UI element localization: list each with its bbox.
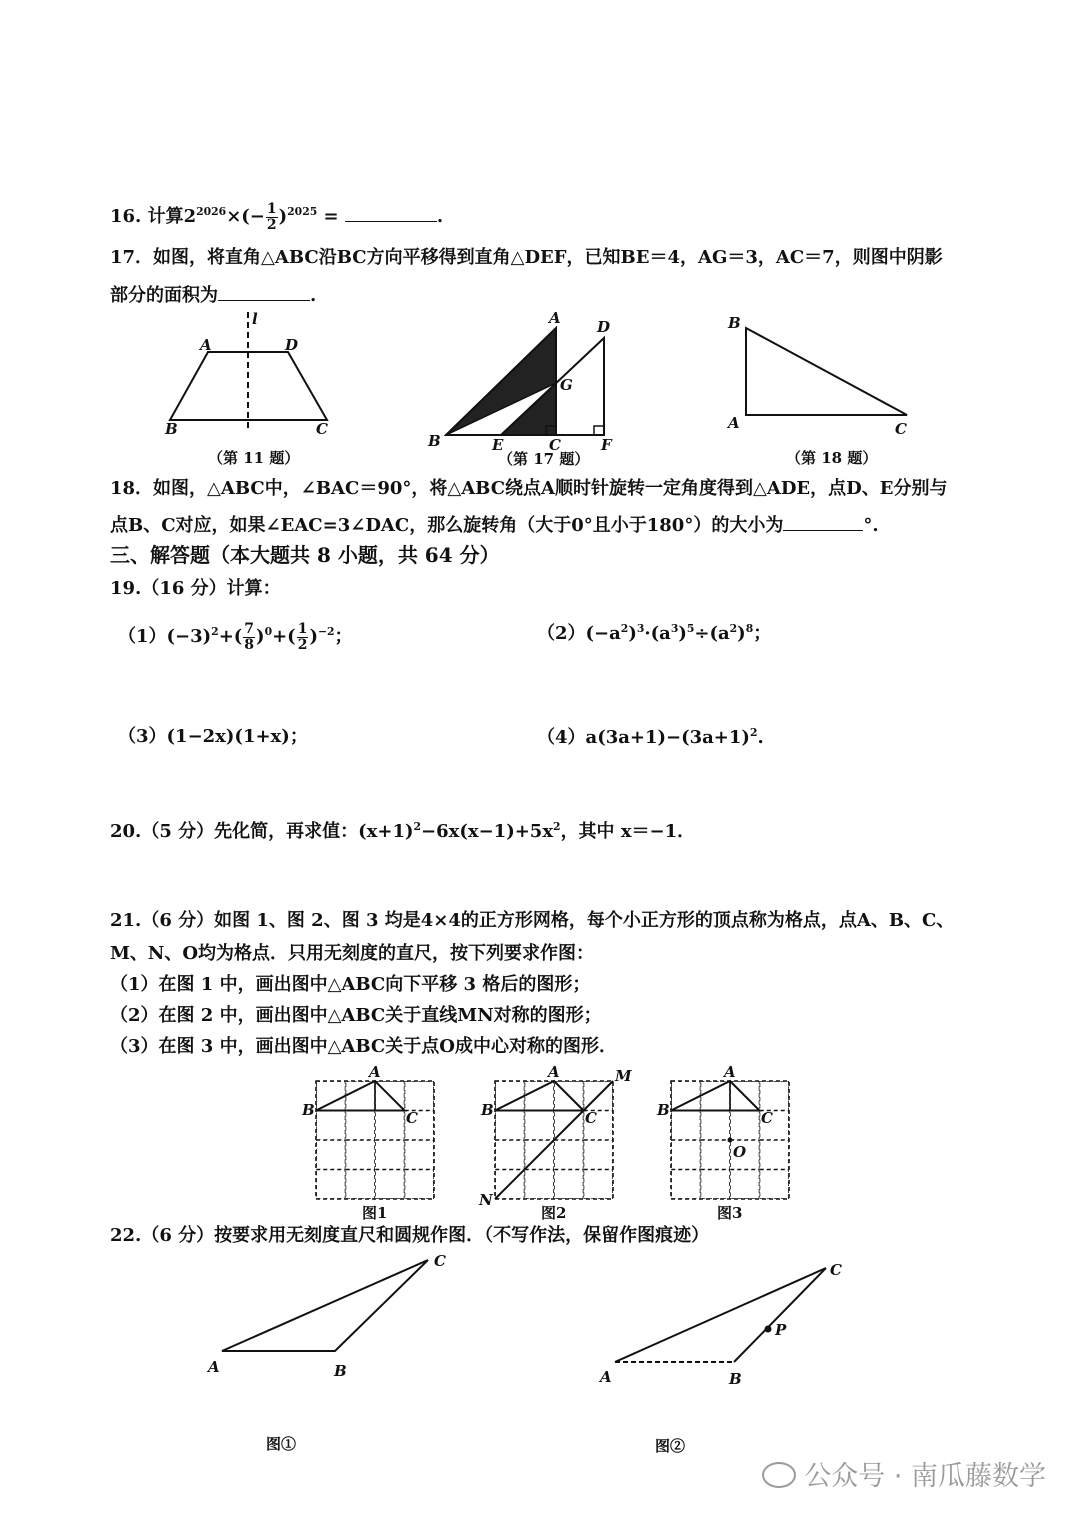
figure-11: [164, 310, 328, 467]
figure-18: [726, 314, 907, 467]
svg-text:B: B: [481, 1101, 494, 1119]
svg-text:G: G: [560, 376, 573, 394]
grid-figure-1: [301, 1063, 434, 1220]
svg-text:B: B: [728, 314, 741, 332]
q21-grids: [0, 1060, 1080, 1220]
watermark: 公众号 · 南瓜藤数学: [762, 1454, 1046, 1493]
q20: 20.（5 分）先化简，再求值：$(x+1)^2-6x(x-1)+5x^2$，其中 x＝−1．: [110, 820, 696, 842]
svg-text:O: O: [733, 1143, 747, 1161]
q19-part2: $(2)(-a^2)^3\cdot(a^3)^5\div(a^2)^8$；: [537, 622, 772, 644]
svg-text:N: N: [479, 1191, 493, 1209]
svg-text:C: C: [830, 1261, 842, 1279]
svg-text:图②: 图②: [655, 1437, 686, 1455]
svg-text:（第 17 题）: （第 17 题）: [498, 450, 590, 468]
svg-text:A: A: [549, 309, 561, 327]
q22-figures: [0, 1240, 1080, 1455]
svg-text:A: A: [200, 336, 212, 354]
answer-blank-17: [218, 282, 310, 301]
svg-text:C: C: [316, 420, 328, 438]
wechat-icon: [762, 1462, 796, 1488]
svg-text:A: A: [548, 1063, 560, 1081]
svg-text:图2: 图2: [541, 1204, 567, 1220]
svg-text:F: F: [601, 436, 612, 454]
q22-figure-2: [598, 1261, 842, 1455]
grid-figure-2: [478, 1063, 632, 1220]
svg-text:C: C: [406, 1109, 418, 1127]
svg-text:（第 11 题）: （第 11 题）: [208, 449, 300, 467]
q21-line2: M、N、O均为格点．只用无刻度的直尺，按下列要求作图：: [110, 943, 595, 964]
q19-part3: （3）(1−2x)(1+x)；: [118, 726, 308, 747]
svg-text:E: E: [492, 436, 504, 454]
svg-text:D: D: [285, 336, 299, 354]
section3-title: 三、解答题（本大题共 8 小题，共 64 分）: [110, 543, 500, 567]
svg-text:D: D: [597, 318, 611, 336]
svg-text:M: M: [615, 1067, 632, 1085]
q17-line1: 17．如图，将直角△ABC沿BC方向平移得到直角△DEF，已知BE＝4，AG＝3，AC＝7，则图中阴影: [110, 247, 943, 268]
grid-figure-3: [656, 1063, 789, 1220]
svg-text:（第 18 题）: （第 18 题）: [786, 449, 878, 467]
svg-text:A: A: [208, 1358, 220, 1376]
svg-text:B: B: [657, 1101, 670, 1119]
answer-blank-18: [783, 512, 863, 531]
q18-line2: 点B、C对应，如果∠EAC=3∠DAC，那么旋转角（大于0°且小于180°）的大小为 °.: [110, 512, 879, 535]
q16-fraction: $\frac{1}{2}$: [266, 201, 277, 233]
svg-text:A: A: [728, 414, 740, 432]
q19-header: 19.（16 分）计算：: [110, 578, 281, 599]
q21-line4: （2）在图 2 中，画出图中△ABC关于直线MN对称的图形；: [110, 1005, 602, 1026]
svg-text:B: B: [165, 420, 178, 438]
q16: 16. 计算$2^{2026}\times(-$ $\frac{1}{2}$ )$^{2025}$ = .: [110, 201, 444, 233]
svg-text:P: P: [775, 1321, 787, 1339]
svg-text:B: B: [729, 1370, 742, 1388]
svg-text:C: C: [549, 436, 561, 454]
q17-line2: 部分的面积为 .: [110, 282, 316, 305]
svg-text:C: C: [585, 1109, 597, 1127]
svg-text:l: l: [252, 310, 258, 328]
svg-text:C: C: [761, 1109, 773, 1127]
svg-text:B: B: [428, 432, 441, 450]
figure-17: [427, 309, 613, 468]
svg-text:图①: 图①: [266, 1435, 297, 1453]
q19-part4: $(4)a(3a+1)-(3a+1)^2$.: [537, 726, 764, 748]
q19-part1: $(1)(-3)^2+$( $\frac{7}{8}$ )$^0$+( $\frac{1}{2}$ )$^{-2}$；: [118, 621, 353, 653]
q22: 22.（6 分）按要求用无刻度直尺和圆规作图．（不写作法，保留作图痕迹）: [110, 1225, 710, 1246]
svg-text:B: B: [334, 1362, 347, 1380]
svg-text:C: C: [434, 1252, 446, 1270]
svg-text:A: A: [369, 1063, 381, 1081]
q22-figure-1: [206, 1252, 446, 1453]
figures-row-1: [0, 300, 1080, 475]
q21-line3: （1）在图 1 中，画出图中△ABC向下平移 3 格后的图形；: [110, 974, 591, 995]
svg-text:A: A: [724, 1063, 736, 1081]
answer-blank-16: [345, 203, 437, 222]
svg-text:图3: 图3: [717, 1204, 743, 1220]
q21-line1: 21.（6 分）如图 1、图 2、图 3 均是4×4的正方形网格，每个小正方形的顶点称为格点，点A、B、C、: [110, 910, 955, 931]
svg-text:C: C: [895, 420, 907, 438]
svg-text:图1: 图1: [362, 1204, 388, 1220]
q18-line1: 18．如图，△ABC中，∠BAC＝90°，将△ABC绕点A顺时针旋转一定角度得到△ADE，点D、E分别与: [110, 478, 948, 499]
q21-line5: （3）在图 3 中，画出图中△ABC关于点O成中心对称的图形．: [110, 1036, 617, 1057]
svg-text:B: B: [302, 1101, 315, 1119]
svg-text:A: A: [600, 1368, 612, 1386]
